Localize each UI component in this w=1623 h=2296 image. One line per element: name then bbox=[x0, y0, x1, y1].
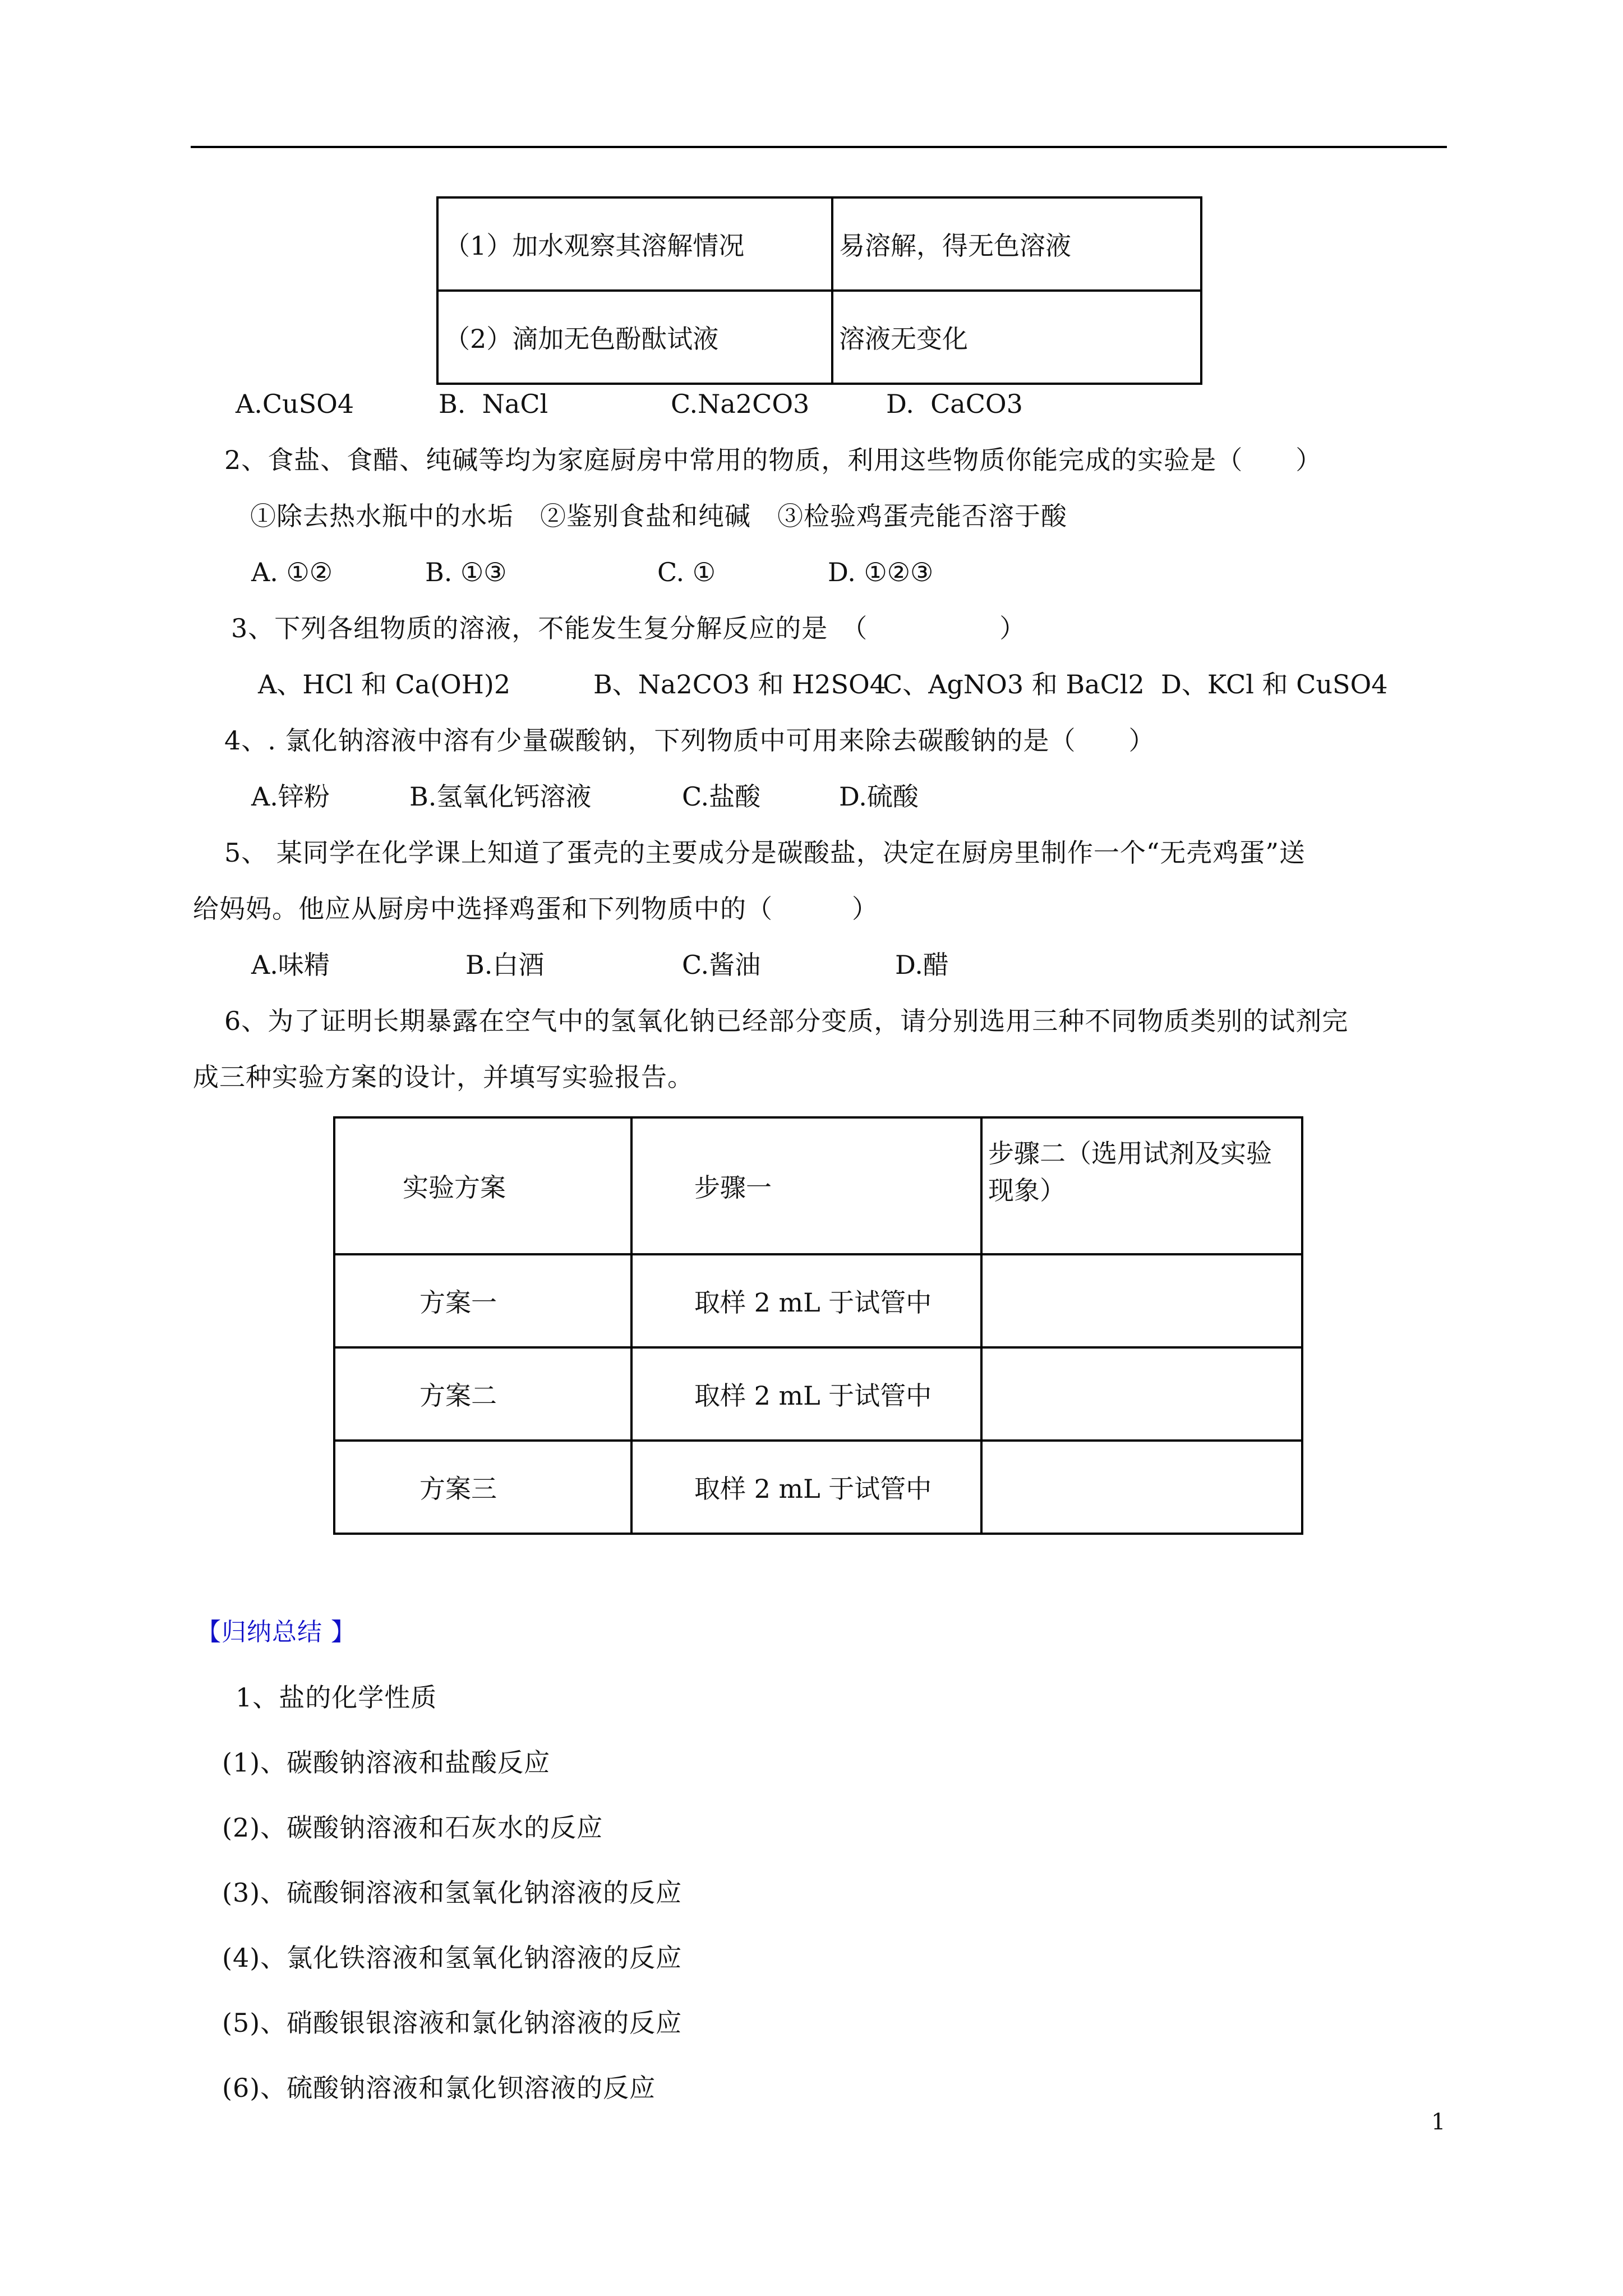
header-rule bbox=[191, 146, 1447, 148]
q4-option-b: B.氢氧化钙溶液 bbox=[409, 781, 592, 812]
q1-option-d: D. CaCO3 bbox=[886, 389, 1023, 419]
table-cell: 取样 2 mL 于试管中 bbox=[631, 1347, 981, 1441]
table-cell[interactable] bbox=[981, 1347, 1302, 1441]
summary-item: (1)、碳酸钠溶液和盐酸反应 bbox=[222, 1747, 551, 1778]
q5-option-d: D.醋 bbox=[895, 950, 949, 980]
table-header: 实验方案 bbox=[334, 1117, 631, 1254]
summary-item: (2)、碳酸钠溶液和石灰水的反应 bbox=[222, 1812, 603, 1843]
table-cell: 溶液无变化 bbox=[832, 291, 1201, 384]
q5-option-a: A.味精 bbox=[251, 950, 330, 980]
table-row bbox=[334, 1347, 1302, 1441]
q4-option-c: C.盐酸 bbox=[682, 781, 761, 812]
q2-option-a: A. ①② bbox=[251, 557, 333, 587]
table-cell: （2）滴加无色酚酞试液 bbox=[437, 291, 832, 384]
table-cell[interactable] bbox=[981, 1441, 1302, 1534]
q1-option-b: B. NaCl bbox=[439, 389, 548, 419]
summary-item: (5)、硝酸银银溶液和氯化钠溶液的反应 bbox=[222, 2008, 683, 2038]
q5-option-c: C.酱油 bbox=[682, 950, 761, 980]
q5-stem-line2: 给妈妈。他应从厨房中选择鸡蛋和下列物质中的（ ） bbox=[193, 894, 878, 924]
q3-stem: 3、下列各组物质的溶液，不能发生复分解反应的是 （ ） bbox=[231, 613, 1026, 643]
q1-option-c: C.Na2CO3 bbox=[671, 389, 810, 419]
q2-option-d: D. ①②③ bbox=[828, 557, 934, 587]
table-cell: 方案一 bbox=[334, 1254, 631, 1347]
table-header: 步骤一 bbox=[631, 1117, 981, 1254]
q3-option-c: C、AgNO3 和 BaCl2 bbox=[883, 669, 1145, 700]
q6-stem-line1: 6、为了证明长期暴露在空气中的氢氧化钠已经部分变质，请分别选用三种不同物质类别的试剂完 bbox=[224, 1006, 1349, 1036]
q2-option-b: B. ①③ bbox=[425, 557, 507, 587]
page-number: 1 bbox=[1431, 2109, 1446, 2135]
table-header: 步骤二（选用试剂及实验现象） bbox=[981, 1117, 1302, 1254]
table-row bbox=[334, 1441, 1302, 1534]
q4-option-d: D.硫酸 bbox=[839, 781, 919, 812]
summary-item: (6)、硫酸钠溶液和氯化钡溶液的反应 bbox=[222, 2073, 656, 2103]
q1-option-a: A.CuSO4 bbox=[236, 389, 354, 419]
summary-item: (3)、硫酸铜溶液和氢氧化钠溶液的反应 bbox=[222, 1878, 683, 1908]
q4-option-a: A.锌粉 bbox=[251, 781, 330, 812]
table-header-row bbox=[334, 1117, 1302, 1254]
summary-item: (4)、氯化铁溶液和氢氧化钠溶液的反应 bbox=[222, 1943, 683, 1973]
table-cell: 易溶解，得无色溶液 bbox=[832, 197, 1201, 291]
q3-option-b: B、Na2CO3 和 H2SO4 bbox=[593, 669, 887, 700]
q2-sub: ①除去热水瓶中的水垢 ②鉴别食盐和纯碱 ③检验鸡蛋壳能否溶于酸 bbox=[250, 501, 1067, 531]
q2-option-c: C. ① bbox=[657, 557, 716, 587]
q3-option-a: A、HCl 和 Ca(OH)2 bbox=[258, 669, 511, 700]
table-cell: （1）加水观察其溶解情况 bbox=[437, 197, 832, 291]
table-row bbox=[437, 197, 1201, 291]
q3-option-d: D、KCl 和 CuSO4 bbox=[1161, 669, 1388, 700]
summary-title: 【归纳总结 】 bbox=[196, 1618, 356, 1646]
summary-heading: 1、盐的化学性质 bbox=[236, 1682, 437, 1713]
table-cell: 取样 2 mL 于试管中 bbox=[631, 1441, 981, 1534]
table-cell: 方案三 bbox=[334, 1441, 631, 1534]
table-cell: 方案二 bbox=[334, 1347, 631, 1441]
table-row bbox=[437, 291, 1201, 384]
q2-stem: 2、食盐、食醋、纯碱等均为家庭厨房中常用的物质，利用这些物质你能完成的实验是（ ） bbox=[224, 445, 1322, 475]
q5-stem-line1: 5、 某同学在化学课上知道了蛋壳的主要成分是碳酸盐，决定在厨房里制作一个“无壳鸡蛋”送 bbox=[224, 838, 1306, 868]
identification-table bbox=[436, 196, 1202, 385]
q5-option-b: B.白酒 bbox=[465, 950, 545, 980]
experiment-report-table bbox=[333, 1116, 1303, 1535]
q4-stem: 4、. 氯化钠溶液中溶有少量碳酸钠，下列物质中可用来除去碳酸钠的是（ ） bbox=[224, 725, 1155, 756]
q6-stem-line2: 成三种实验方案的设计，并填写实验报告。 bbox=[193, 1062, 694, 1092]
table-row bbox=[334, 1254, 1302, 1347]
table-cell: 取样 2 mL 于试管中 bbox=[631, 1254, 981, 1347]
table-cell[interactable] bbox=[981, 1254, 1302, 1347]
